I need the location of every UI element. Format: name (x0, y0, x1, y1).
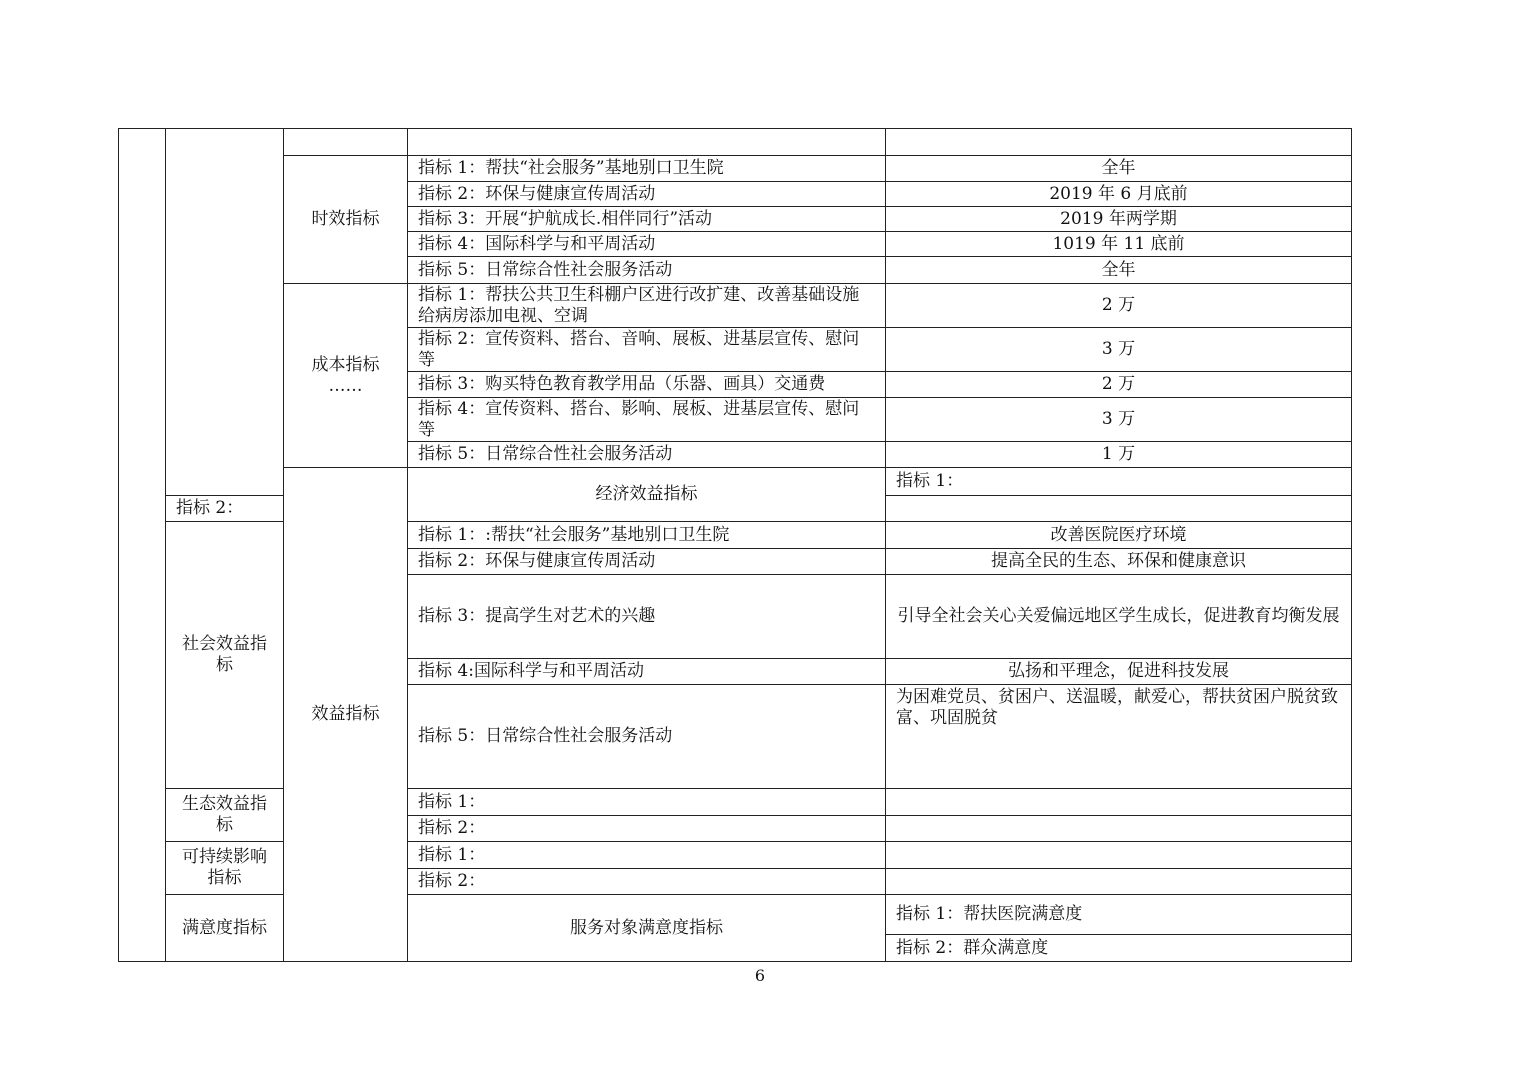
indicator-cell: 指标 1：帮扶医院满意度 (886, 895, 1352, 935)
value-cell: 改善医院医疗环境 (886, 522, 1352, 549)
indicator-cell: 指标 2：群众满意度 (886, 935, 1352, 962)
indicator-cell: 指标 2：环保与健康宣传周活动 (408, 549, 886, 575)
value-cell: 2 万 (886, 372, 1352, 398)
value-cell (886, 789, 1352, 816)
value-cell: 1019 年 11 底前 (886, 232, 1352, 257)
table-row (119, 156, 1352, 182)
indicator-cell: 指标 4：宣传资料、搭台、影响、展板、进基层宣传、慰问等 (408, 398, 886, 442)
value-cell: 2019 年两学期 (886, 207, 1352, 232)
indicator-cell: 指标 1： (408, 789, 886, 816)
blank-cell (284, 129, 408, 156)
sustainable-impact-label: 可持续影响指标 (166, 842, 284, 895)
indicator-cell: 指标 2：宣传资料、搭台、音响、展板、进基层宣传、慰问等 (408, 328, 886, 372)
indicator-cell: 指标 2： (166, 496, 284, 522)
indicator-cell: 指标 1：:帮扶“社会服务”基地别口卫生院 (408, 522, 886, 549)
value-cell (886, 816, 1352, 842)
value-cell: 引导全社会关心关爱偏远地区学生成长，促进教育均衡发展 (886, 575, 1352, 659)
value-cell: 2 万 (886, 284, 1352, 328)
blank-cell (886, 129, 1352, 156)
cost-label-ellipsis: …… (328, 375, 363, 396)
indicator-cell: 指标 3：提高学生对艺术的兴趣 (408, 575, 886, 659)
table-row (119, 284, 1352, 328)
table-row (119, 468, 1352, 496)
indicator-cell: 指标 3：购买特色教育教学用品（乐器、画具）交通费 (408, 372, 886, 398)
value-cell (886, 496, 1352, 522)
indicator-cell: 指标 2： (408, 816, 886, 842)
indicator-cell: 指标 1：帮扶公共卫生科棚户区进行改扩建、改善基础设施给病房添加电视、空调 (408, 284, 886, 328)
value-cell: 2019 年 6 月底前 (886, 182, 1352, 207)
value-cell: 提高全民的生态、环保和健康意识 (886, 549, 1352, 575)
indicator-cell: 指标 4：国际科学与和平周活动 (408, 232, 886, 257)
value-cell: 全年 (886, 257, 1352, 284)
page-number: 6 (754, 966, 766, 985)
outer-blank-cell (119, 129, 166, 962)
indicator-cell: 指标 4:国际科学与和平周活动 (408, 659, 886, 685)
indicator-cell: 指标 1： (886, 468, 1352, 496)
service-satisfaction-label: 服务对象满意度指标 (408, 895, 886, 962)
output-blank-cell (166, 129, 284, 496)
indicator-cell: 指标 2：环保与健康宣传周活动 (408, 182, 886, 207)
value-cell: 为困难党员、贫困户、送温暖，献爱心，帮扶贫困户脱贫致富、巩固脱贫 (886, 685, 1352, 789)
cost-label-text: 成本指标 (311, 354, 380, 375)
value-cell: 全年 (886, 156, 1352, 182)
value-cell: 弘扬和平理念，促进科技发展 (886, 659, 1352, 685)
ecological-benefit-label: 生态效益指标 (166, 789, 284, 842)
blank-header-row (119, 129, 1352, 156)
value-cell: 3 万 (886, 398, 1352, 442)
performance-indicator-table (118, 128, 1352, 962)
indicator-cell: 指标 5：日常综合性社会服务活动 (408, 442, 886, 468)
indicator-cell: 指标 2： (408, 869, 886, 895)
economic-benefit-label: 经济效益指标 (408, 468, 886, 522)
indicator-cell: 指标 5：日常综合性社会服务活动 (408, 685, 886, 789)
social-benefit-label: 社会效益指标 (166, 522, 284, 789)
timeliness-group-label: 时效指标 (284, 156, 408, 284)
indicator-cell: 指标 1： (408, 842, 886, 869)
indicator-cell: 指标 3：开展“护航成长.相伴同行”活动 (408, 207, 886, 232)
indicator-cell: 指标 1：帮扶“社会服务”基地别口卫生院 (408, 156, 886, 182)
value-cell (886, 869, 1352, 895)
value-cell: 1 万 (886, 442, 1352, 468)
satisfaction-group-label: 满意度指标 (166, 895, 284, 962)
benefit-group-label: 效益指标 (284, 468, 408, 962)
cost-group-label (284, 284, 408, 468)
indicator-cell: 指标 5：日常综合性社会服务活动 (408, 257, 886, 284)
value-cell: 3 万 (886, 328, 1352, 372)
value-cell (886, 842, 1352, 869)
blank-cell (408, 129, 886, 156)
